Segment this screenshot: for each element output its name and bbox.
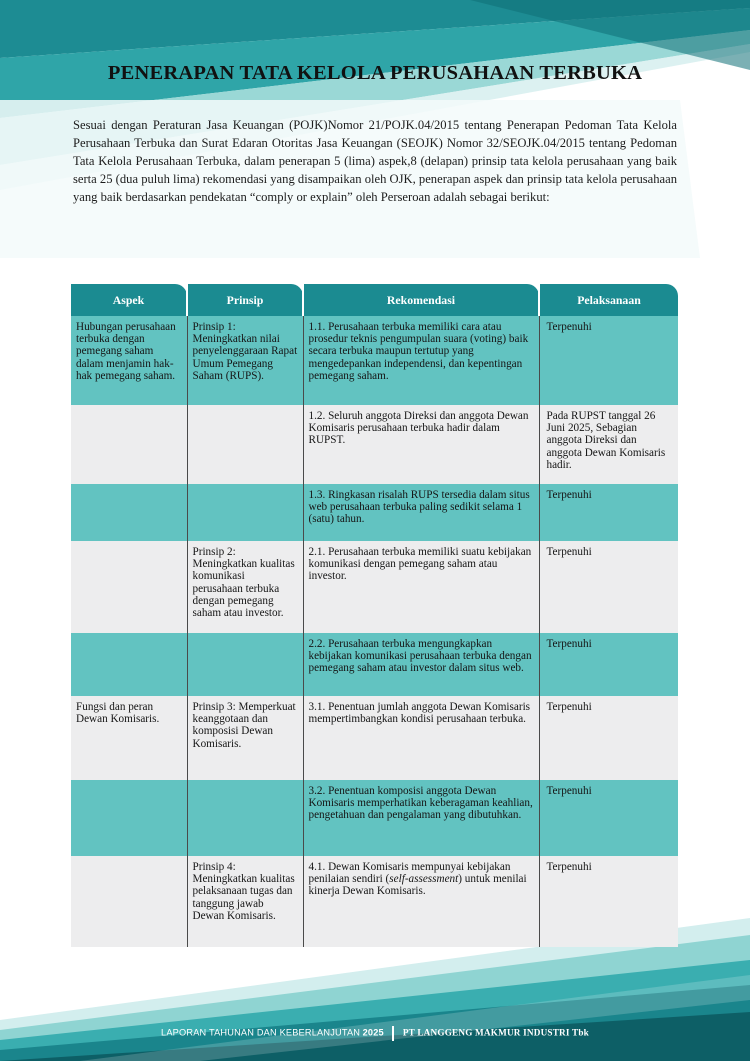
cell-pelaksanaan: Terpenuhi	[539, 541, 678, 633]
footer-divider	[392, 1026, 394, 1041]
table-row	[71, 780, 678, 856]
rekomendasi-text-pre: 4.1. Dewan Komisaris mempunyai kebijakan penilaian sendiri (	[308, 861, 511, 886]
cell-rekomendasi: 2.2. Perusahaan terbuka mengungkapkan kebijakan komunikasi perusahaan terbuka dengan pemegang saham atau investor dalam situs web.	[303, 633, 539, 696]
header-pelaksanaan: Pelaksanaan	[539, 284, 678, 316]
governance-table	[71, 284, 678, 947]
page-title: PENERAPAN TATA KELOLA PERUSAHAAN TERBUKA	[107, 62, 643, 84]
cell-rekomendasi: 1.1. Perusahaan terbuka memiliki cara atau prosedur teknis pengumpulan suara (voting) baik secara terbuka maupun tertutup yang mengedepankan independensi, dan kepentingan pemegang saham.	[303, 316, 539, 405]
table-row	[71, 856, 678, 947]
header-prinsip: Prinsip	[187, 284, 303, 316]
cell-aspek: Hubungan perusahaan terbuka dengan pemegang saham dalam menjamin hak-hak pemegang saham.	[71, 316, 187, 405]
table-row	[71, 541, 678, 633]
table-row	[71, 484, 678, 541]
cell-pelaksanaan: Terpenuhi	[539, 856, 678, 947]
cell-prinsip: Prinsip 1: Meningkatkan nilai penyelenggaraan Rapat Umum Pemegang Saham (RUPS).	[187, 316, 303, 405]
cell-aspek	[71, 484, 187, 541]
cell-pelaksanaan: Terpenuhi	[539, 633, 678, 696]
cell-prinsip	[187, 633, 303, 696]
intro-paragraph: Sesuai dengan Peraturan Jasa Keuangan (POJK)Nomor 21/POJK.04/2015 tentang Penerapan Pedoman Tata Kelola Perusahaan Terbuka dan Surat Edaran Otoritas Jasa Keuangan (SEOJK) Nomor 32/SEOJK.04/2015 tentang Pedoman Tata Kelola Perusahaan Terbuka, dalam penerapan 5 (lima) aspek,8 (delapan) prinsip tata kelola perusahaan yang baik serta 25 (dua puluh lima) rekomendasi yang disampaikan oleh OJK, penerapan aspek dan prinsip tata kelola perusahaan yang baik berdasarkan pendekatan “comply or explain” oleh Perseroan adalah sebagai berikut:	[73, 118, 677, 205]
cell-aspek	[71, 541, 187, 633]
cell-pelaksanaan: Pada RUPST tanggal 26 Juni 2025, Sebagian anggota Direksi dan anggota Dewan Komisaris hadir.	[539, 405, 678, 484]
cell-aspek: Fungsi dan peran Dewan Komisaris.	[71, 696, 187, 780]
table-row	[71, 316, 678, 405]
cell-rekomendasi: 3.2. Penentuan komposisi anggota Dewan Komisaris memperhatikan keberagaman keahlian, pengetahuan dan pengalaman yang dibutuhkan.	[303, 780, 539, 856]
cell-pelaksanaan: Terpenuhi	[539, 696, 678, 780]
rekomendasi-text-post: ) untuk menilai kinerja Dewan Komisaris.	[308, 873, 527, 898]
cell-pelaksanaan: Terpenuhi	[539, 780, 678, 856]
cell-prinsip	[187, 405, 303, 484]
cell-prinsip: Prinsip 4: Meningkatkan kualitas pelaksanaan tugas dan tanggung jawab Dewan Komisaris.	[187, 856, 303, 947]
page-footer	[0, 1026, 750, 1041]
cell-prinsip: Prinsip 2: Meningkatkan kualitas komunikasi perusahaan terbuka dengan pemegang saham atau investor.	[187, 541, 303, 633]
cell-pelaksanaan: Terpenuhi	[539, 484, 678, 541]
cell-aspek	[71, 780, 187, 856]
cell-rekomendasi: 1.3. Ringkasan risalah RUPS tersedia dalam situs web perusahaan terbuka paling sedikit selama 1 (satu) tahun.	[303, 484, 539, 541]
cell-prinsip	[187, 780, 303, 856]
cell-aspek	[71, 405, 187, 484]
cell-pelaksanaan: Terpenuhi	[539, 316, 678, 405]
cell-rekomendasi: 1.2. Seluruh anggota Direksi dan anggota Dewan Komisaris perusahaan terbuka hadir dalam RUPST.	[303, 405, 539, 484]
table-row	[71, 696, 678, 780]
cell-rekomendasi: 3.1. Penentuan jumlah anggota Dewan Komisaris mempertimbangkan kondisi perusahaan terbuka.	[303, 696, 539, 780]
cell-prinsip	[187, 484, 303, 541]
cell-aspek	[71, 633, 187, 696]
cell-prinsip: Prinsip 3: Memperkuat keanggotaan dan komposisi Dewan Komisaris.	[187, 696, 303, 780]
table-row	[71, 633, 678, 696]
footer-year: 2025	[362, 1027, 384, 1038]
header-aspek: Aspek	[71, 284, 187, 316]
rekomendasi-text-italic: self-assessment	[389, 873, 459, 886]
table-header-row	[71, 284, 678, 316]
cell-aspek	[71, 856, 187, 947]
header-rekomendasi: Rekomendasi	[303, 284, 539, 316]
footer-report-label: LAPORAN TAHUNAN DAN KEBERLANJUTAN	[161, 1027, 361, 1038]
footer-company-name: PT LANGGENG MAKMUR INDUSTRI Tbk	[402, 1027, 589, 1038]
table-row	[71, 405, 678, 484]
cell-rekomendasi: 2.1. Perusahaan terbuka memiliki suatu kebijakan komunikasi dengan pemegang saham atau investor.	[303, 541, 539, 633]
cell-rekomendasi	[303, 856, 539, 947]
